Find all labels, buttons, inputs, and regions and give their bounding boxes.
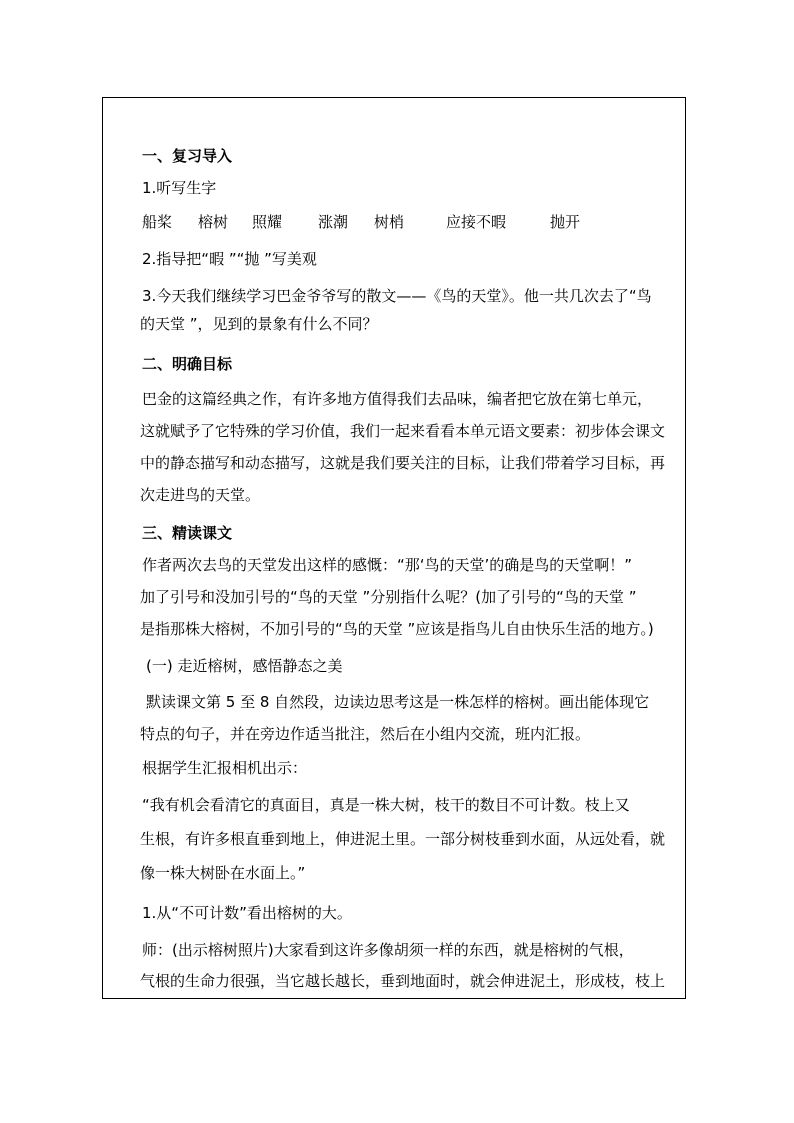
paragraph-line: 作者两次去鸟的天堂发出这样的感慨：“那‘鸟的天堂’的确是鸟的天堂啊！” bbox=[142, 556, 633, 574]
vocab-word: 照耀 bbox=[252, 213, 283, 231]
vocab-word: 船桨 bbox=[142, 213, 173, 231]
item-handwriting: 2.指导把“暇 ”“抛 ”写美观 bbox=[142, 250, 317, 268]
subheading-banyan: (一) 走近榕树，感悟静态之美 bbox=[146, 657, 343, 675]
vocab-word: 树梢 bbox=[374, 213, 405, 231]
teacher-line: 气根的生命力很强，当它越长越长，垂到地面时，就会伸进泥土，形成枝，枝上 bbox=[140, 972, 666, 990]
paragraph-line: 次走进鸟的天堂。 bbox=[140, 486, 261, 504]
paragraph-line: 中的静态描写和动态描写，这就是我们要关注的目标，让我们带着学习目标，再 bbox=[140, 454, 666, 472]
paragraph-line: 这就赋予了它特殊的学习价值，我们一起来看看本单元语文要素：初步体会课文 bbox=[140, 422, 666, 440]
paragraph-line: 加了引号和没加引号的“鸟的天堂 ”分别指什么呢？(加了引号的“鸟的天堂 ” bbox=[140, 588, 637, 606]
item-question-line: 的天堂 ”，见到的景象有什么不同？ bbox=[140, 315, 378, 333]
paragraph-line: 默读课文第 5 至 8 自然段，边读边思考这是一株怎样的榕树。画出能体现它 bbox=[146, 693, 650, 711]
vocab-word: 抛开 bbox=[550, 213, 581, 231]
paragraph-line: 特点的句子，并在旁边作适当批注，然后在小组内交流，班内汇报。 bbox=[140, 725, 591, 743]
section-heading-goals: 二、明确目标 bbox=[142, 355, 233, 373]
vocab-word: 应接不暇 bbox=[446, 213, 507, 231]
teacher-line: 师：(出示榕树照片)大家看到这许多像胡须一样的东西，就是榕树的气根， bbox=[142, 941, 634, 959]
paragraph-line: 是指那株大榕树，不加引号的“鸟的天堂 ”应该是指鸟儿自由快乐生活的地方。) bbox=[140, 620, 654, 638]
paragraph-line: 巴金的这篇经典之作，有许多地方值得我们去品味，编者把它放在第七单元， bbox=[142, 390, 653, 408]
item-question-line: 3.今天我们继续学习巴金爷爷写的散文——《鸟的天堂》。他一共几次去了“鸟 bbox=[142, 287, 652, 305]
vocab-word: 涨潮 bbox=[318, 213, 349, 231]
quote-line: “我有机会看清它的真面目，真是一株大树，枝干的数目不可计数。枝上又 bbox=[142, 796, 630, 814]
section-heading-review: 一、复习导入 bbox=[142, 147, 233, 165]
quote-line: 像一株大树卧在水面上。” bbox=[140, 864, 306, 882]
point-line: 1.从“不可计数”看出榕树的大。 bbox=[142, 904, 352, 922]
vocab-word: 榕树 bbox=[198, 213, 229, 231]
document-page-frame bbox=[102, 97, 686, 999]
section-heading-reading: 三、精读课文 bbox=[142, 524, 233, 542]
paragraph-line: 根据学生汇报相机出示： bbox=[142, 759, 308, 777]
item-dictation: 1.听写生字 bbox=[142, 179, 217, 197]
quote-line: 生根，有许多根直垂到地上，伸进泥土里。一部分树枝垂到水面，从远处看，就 bbox=[140, 830, 666, 848]
